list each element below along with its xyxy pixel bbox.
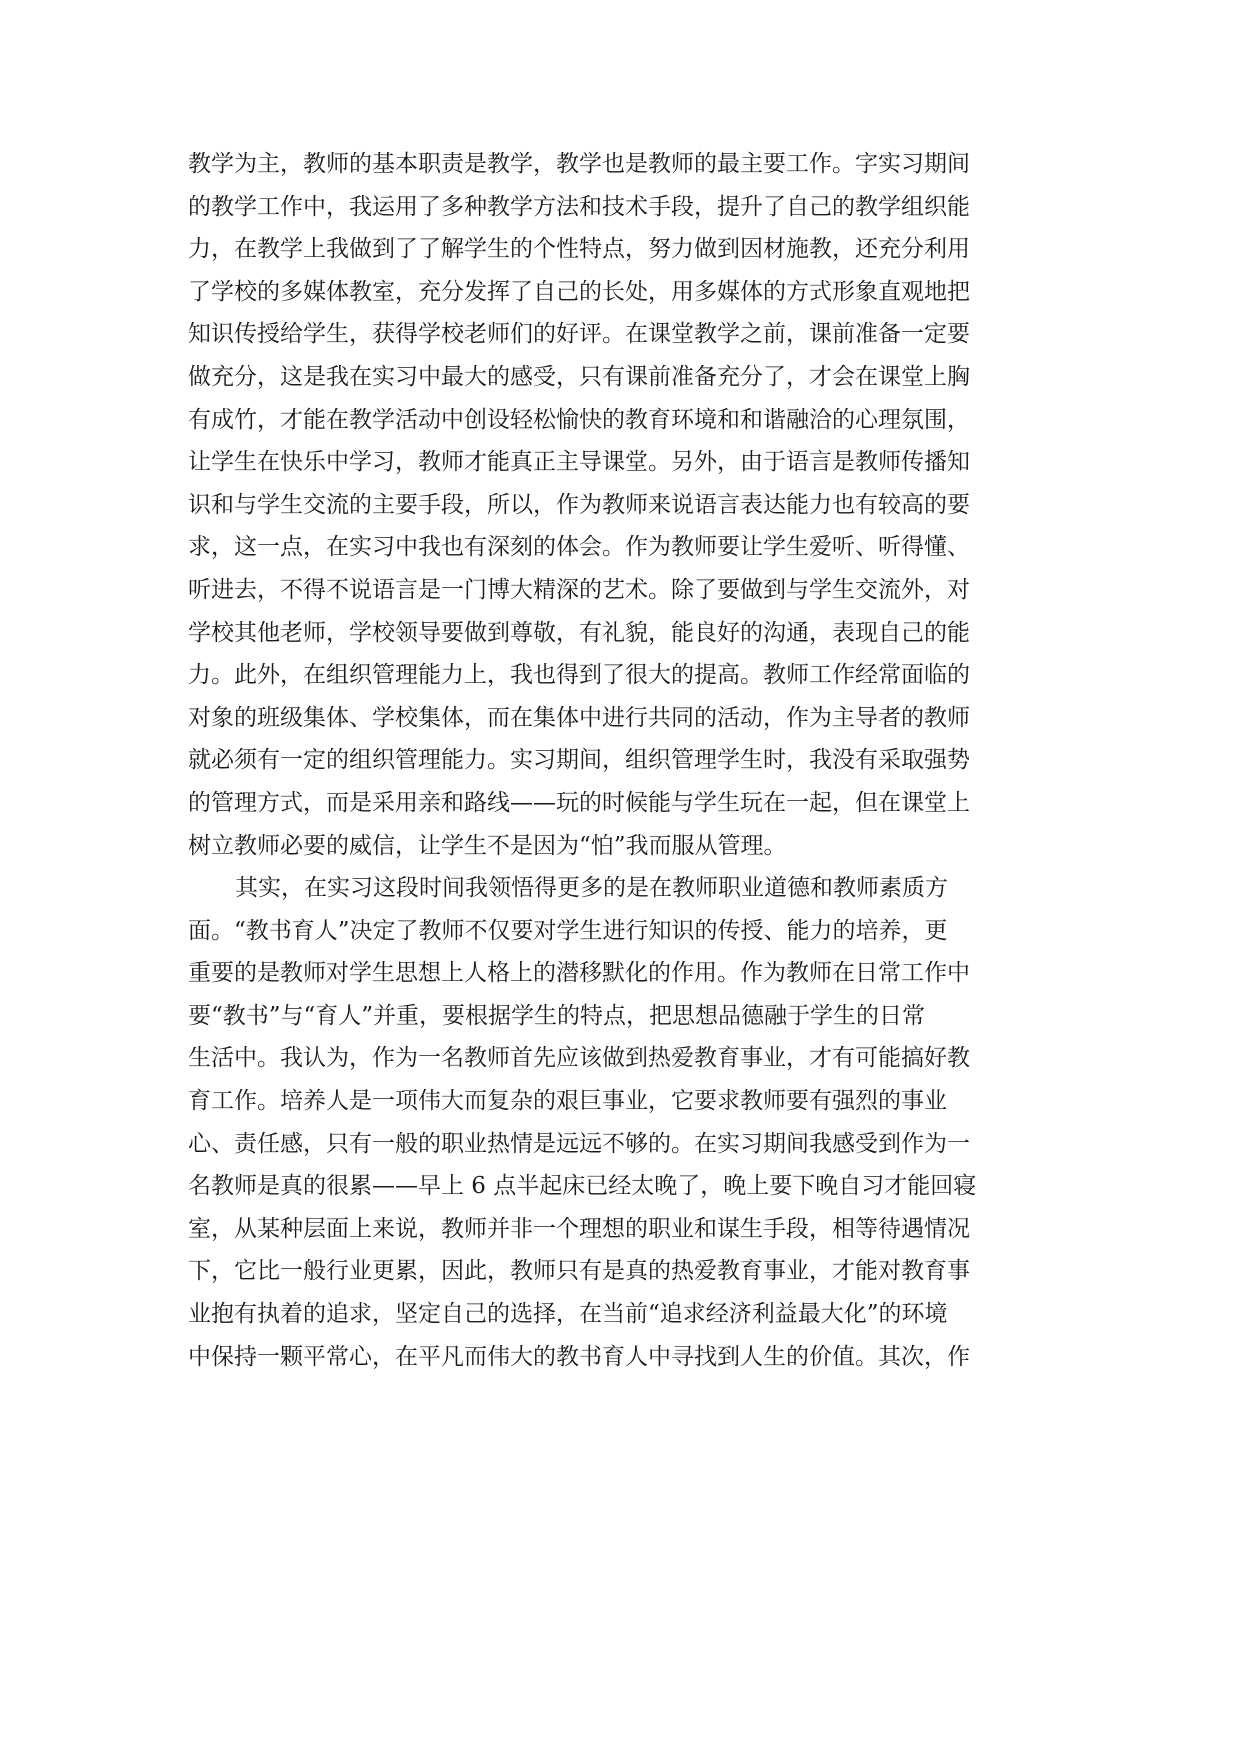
body-text [188, 143, 1068, 1378]
text-line: 教学为主，教师的基本职责是教学，教学也是教师的最主要工作。字实习期间 [188, 151, 970, 177]
text-line: 名教师是真的很累——早上 6 点半起床已经太晚了，晚上要下晚自习才能回寝 [188, 1173, 977, 1200]
text-line: 知识传授给学生，获得学校老师们的好评。在课堂教学之前，课前准备一定要 [188, 321, 970, 348]
text-line: 听进去，不得不说语言是一门博大精深的艺术。除了要做到与学生交流外，对 [188, 576, 970, 603]
text-line: 要“教书”与“育人”并重，要根据学生的特点，把思想品德融于学生的日常 [188, 1002, 926, 1029]
text-line: 生活中。我认为，作为一名教师首先应该做到热爱教育事业，才有可能搞好教 [188, 1045, 970, 1072]
text-line: 做充分，这是我在实习中最大的感受，只有课前准备充分了，才会在课堂上胸 [188, 363, 970, 390]
text-line: 有成竹，才能在教学活动中创设轻松愉快的教育环境和和谐融洽的心理氛围， [188, 406, 970, 433]
text-line: 识和与学生交流的主要手段，所以，作为教师来说语言表达能力也有较高的要 [188, 491, 970, 518]
text-line: 业抱有执着的追求，坚定自己的选择，在当前“追求经济利益最大化”的环境 [188, 1301, 948, 1328]
text-line: 让学生在快乐中学习，教师才能真正主导课堂。另外，由于语言是教师传播知 [188, 449, 970, 476]
text-line: 对象的班级集体、学校集体，而在集体中进行共同的活动，作为主导者的教师 [188, 704, 970, 731]
text-line: 室，从某种层面上来说，教师并非一个理想的职业和谋生手段，相等待遇情况 [188, 1215, 970, 1242]
text-line: 求，这一点，在实习中我也有深刻的体会。作为教师要让学生爱听、听得懂、 [188, 534, 970, 561]
text-line: 下，它比一般行业更累，因此，教师只有是真的热爱教育事业，才能对教育事 [188, 1258, 970, 1285]
text-line: 的管理方式，而是采用亲和路线——玩的时候能与学生玩在一起，但在课堂上 [188, 789, 970, 816]
text-line: 力。此外，在组织管理能力上，我也得到了很大的提高。教师工作经常面临的 [188, 662, 970, 689]
text-line: 就必须有一定的组织管理能力。实习期间，组织管理学生时，我没有采取强势 [188, 747, 970, 774]
text-line: 树立教师必要的威信，让学生不是因为“怕”我而服从管理。 [188, 832, 787, 859]
text-line: 育工作。培养人是一项伟大而复杂的艰巨事业，它要求教师要有强烈的事业 [188, 1088, 947, 1115]
text-line: 的教学工作中，我运用了多种教学方法和技术手段，提升了自己的教学组织能 [188, 193, 970, 220]
text-line: 重要的是教师对学生思想上人格上的潜移默化的作用。作为教师在日常工作中 [188, 960, 970, 987]
text-line: 力，在教学上我做到了了解学生的个性特点，努力做到因材施教，还充分利用 [188, 236, 970, 263]
text-line: 中保持一颗平常心，在平凡而伟大的教书育人中寻找到人生的价值。其次，作 [188, 1343, 970, 1370]
text-line: 了学校的多媒体教室，充分发挥了自己的长处，用多媒体的方式形象直观地把 [188, 278, 970, 305]
paragraph-start-line: 其实，在实习这段时间我领悟得更多的是在教师职业道德和教师素质方 [235, 875, 948, 902]
text-line: 学校其他老师，学校领导要做到尊敬，有礼貌，能良好的沟通，表现自己的能 [188, 619, 970, 646]
text-line: 心、责任感，只有一般的职业热情是远远不够的。在实习期间我感受到作为一 [188, 1130, 970, 1157]
text-line: 面。“教书育人”决定了教师不仅要对学生进行知识的传授、能力的培养，更 [188, 917, 948, 944]
